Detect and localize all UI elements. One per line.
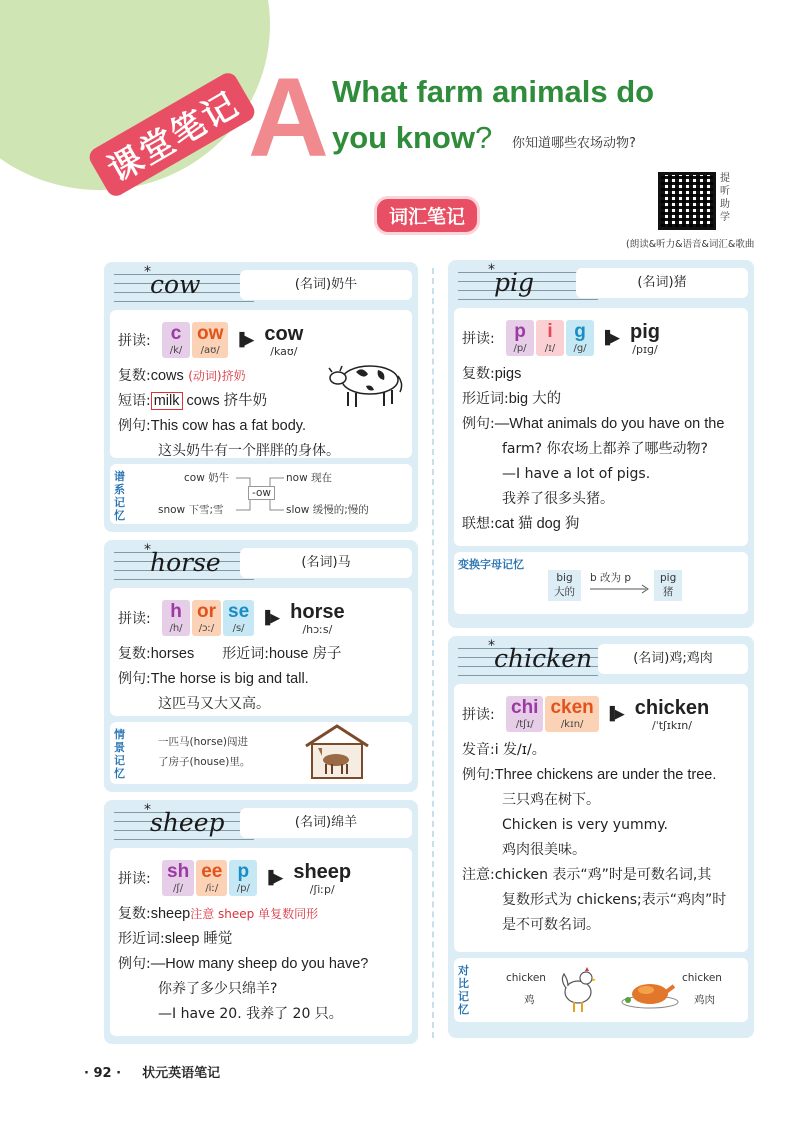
syllable-chip: g /g/: [566, 320, 594, 356]
example-line-2: —I have 20. 我养了 20 只。: [158, 1006, 343, 1022]
qr-side-text: 提听助学: [720, 173, 730, 223]
arrow-icon: ▐▶: [600, 330, 620, 346]
memory-center: -ow: [248, 486, 275, 500]
example-translation: 我养了很多头猪。: [502, 491, 614, 507]
word-title: horse: [150, 548, 221, 577]
syllable-chip: ow /aʊ/: [192, 322, 228, 358]
unit-title-line2: [332, 120, 492, 156]
note-continuation: 是不可数名词。: [502, 917, 600, 933]
plural-line: 复数:pigs: [462, 366, 522, 382]
word-body: [454, 308, 748, 546]
whole-word: sheep /ʃiːp/: [293, 860, 352, 896]
annotation-note: 注意 sheep 单复数同形: [190, 907, 319, 921]
memory-label: 情景记忆: [114, 728, 125, 780]
part-of-speech: (名词)鸡;鸡肉: [598, 644, 748, 674]
word-card-sheep: [104, 800, 418, 1044]
memory-box: [110, 722, 412, 784]
association-line: 联想:cat 猫 dog 狗: [462, 516, 580, 532]
word-body: [110, 588, 412, 716]
arrow-icon: ▐▶: [263, 870, 284, 886]
word-header: [110, 802, 412, 844]
book-title: 状元英语笔记: [142, 1066, 221, 1081]
memory-connector-lines: [230, 474, 290, 514]
example-translation: 这头奶牛有一个胖胖的身体。: [158, 443, 340, 459]
example-continuation: farm? 你农场上都养了哪些动物?: [502, 441, 708, 457]
star-mark: *: [488, 262, 495, 278]
spelling-row: [462, 314, 740, 362]
plural-line: 复数:cows (动词)挤奶: [118, 368, 246, 384]
example-line-2: Chicken is very yummy.: [502, 817, 668, 833]
word-body: [110, 848, 412, 1036]
word-body: [110, 310, 412, 458]
memory-label: 变换字母记忆: [458, 558, 524, 571]
word-body: [454, 684, 748, 952]
section-letter: A: [248, 55, 329, 180]
memory-line: 了房子(house)里。: [158, 756, 251, 768]
word-header: [454, 638, 748, 680]
memory-to: pig 猪: [654, 570, 682, 601]
syllable-chip: i /ɪ/: [536, 320, 564, 356]
example-translation: 你养了多少只绵羊?: [158, 981, 278, 997]
memory-item: slow 缓慢的;慢的: [286, 504, 369, 516]
part-of-speech: (名词)奶牛: [240, 270, 412, 300]
memory-left-zh: 鸡: [524, 994, 535, 1006]
whole-word: chicken /ˈtʃɪkɪn/: [634, 696, 710, 732]
part-of-speech: (名词)马: [240, 548, 412, 578]
memory-rule: b 改为 p: [590, 572, 632, 584]
spell-label: 拼读:: [118, 611, 151, 627]
unit-title-line2-text: you know: [332, 120, 475, 155]
memory-item: snow 下雪;雪: [158, 504, 224, 516]
whole-word: horse /hɔːs/: [290, 600, 345, 636]
star-mark: *: [144, 802, 151, 818]
memory-box: [454, 958, 748, 1022]
spelling-row: [118, 594, 404, 642]
memory-item: now 现在: [286, 472, 333, 484]
syllable-chip: h /h/: [162, 600, 190, 636]
example-translation: 三只鸡在树下。: [502, 792, 600, 808]
example-line-2: —I have a lot of pigs.: [502, 466, 651, 482]
syllable-chip: p /p/: [506, 320, 534, 356]
roast-chicken-illustration: [620, 974, 680, 1010]
word-header: [110, 264, 412, 306]
word-title: chicken: [494, 644, 593, 673]
word-header: [110, 542, 412, 584]
memory-right-zh: 鸡肉: [694, 994, 715, 1006]
example-line: 例句:This cow has a fat body.: [118, 418, 306, 434]
memory-left-en: chicken: [506, 972, 546, 984]
note-line: 注意:chicken 表示“鸡”时是可数名词,其: [462, 867, 712, 883]
similar-line: 形近词:sleep 睡觉: [118, 931, 233, 947]
example-line: 例句:Three chickens are under the tree.: [462, 767, 717, 783]
example-translation-2: 鸡肉很美味。: [502, 842, 586, 858]
whole-word: cow /kaʊ/: [264, 322, 304, 358]
word-title: pig: [494, 268, 535, 297]
spelling-row: [118, 854, 404, 902]
word-header: [454, 262, 748, 304]
word-title: sheep: [150, 808, 225, 837]
spell-label: 拼读:: [462, 707, 495, 723]
word-card-chicken: [448, 636, 754, 1038]
cow-illustration: [326, 358, 406, 410]
pronunciation-line: 发音:i 发/ɪ/。: [462, 742, 546, 758]
plural-line: 复数:horses 形近词:house 房子: [118, 646, 342, 662]
part-of-speech: (名词)绵羊: [240, 808, 412, 838]
syllable-chip: sh /ʃ/: [162, 860, 194, 896]
example-line: 例句:The horse is big and tall.: [118, 671, 309, 687]
arrow-icon: ▐▶: [234, 332, 255, 348]
annotation-note: (动词)挤奶: [188, 369, 246, 383]
part-of-speech: (名词)猪: [576, 268, 748, 298]
syllable-chip: se /s/: [223, 600, 254, 636]
example-line: 例句:—How many sheep do you have?: [118, 956, 369, 972]
memory-box: [454, 552, 748, 614]
spell-label: 拼读:: [118, 871, 151, 887]
similar-line: 形近词:big 大的: [462, 391, 562, 407]
qr-caption: (朗读&听力&语音&词汇&歌曲: [626, 239, 755, 250]
live-chicken-illustration: [558, 964, 598, 1016]
plural-line: 复数:sheep注意 sheep 单复数同形: [118, 906, 319, 922]
unit-subtitle: 你知道哪些农场动物?: [512, 136, 636, 151]
syllable-chip: p /p/: [229, 860, 257, 896]
page-footer: [84, 1062, 220, 1081]
word-card-horse: [104, 540, 418, 792]
syllable-chip: or /ɔː/: [192, 600, 221, 636]
unit-title-line1: What farm animals do: [332, 74, 655, 109]
arrow-icon: ▐▶: [260, 610, 281, 626]
star-mark: *: [488, 638, 495, 654]
whole-word: pig /pɪɡ/: [630, 320, 660, 356]
phrase-line: 短语: milk cows 挤牛奶: [118, 393, 268, 409]
syllable-chip: chi /tʃɪ/: [506, 696, 543, 732]
note-continuation: 复数形式为 chickens;表示“鸡肉”时: [502, 892, 727, 908]
memory-label: 对比记忆: [458, 964, 469, 1016]
column-divider: [432, 268, 434, 1038]
spell-label: 拼读:: [462, 331, 495, 347]
star-mark: *: [144, 264, 151, 280]
corner-title: 课堂笔记: [86, 70, 258, 200]
word-card-cow: [104, 262, 418, 532]
memory-right-en: chicken: [682, 972, 722, 984]
memory-line: 一匹马(horse)闯进: [158, 736, 249, 748]
example-translation: 这匹马又大又高。: [158, 696, 270, 712]
syllable-chip: cken /kɪn/: [545, 696, 598, 732]
memory-box: [110, 464, 412, 524]
horse-house-illustration: [302, 724, 372, 780]
arrow-icon: ▐▶: [604, 706, 625, 722]
vocab-badge: 词汇笔记: [374, 196, 480, 235]
word-card-pig: [448, 260, 754, 628]
example-line: 例句:—What animals do you have on the: [462, 416, 725, 432]
qr-code[interactable]: [658, 172, 716, 230]
title-question-mark: ?: [474, 120, 493, 155]
word-title: cow: [150, 270, 201, 299]
syllable-chip: ee /iː/: [196, 860, 227, 896]
memory-from: big 大的: [548, 570, 581, 601]
page-number: · 92 ·: [84, 1066, 122, 1081]
arrow-icon: [590, 584, 652, 594]
memory-label: 谱系记忆: [114, 470, 125, 522]
spell-label: 拼读:: [118, 333, 151, 349]
memory-item: cow 奶牛: [184, 472, 230, 484]
spelling-row: [462, 690, 740, 738]
star-mark: *: [144, 542, 151, 558]
spelling-row: [118, 316, 404, 364]
syllable-chip: c /k/: [162, 322, 190, 358]
